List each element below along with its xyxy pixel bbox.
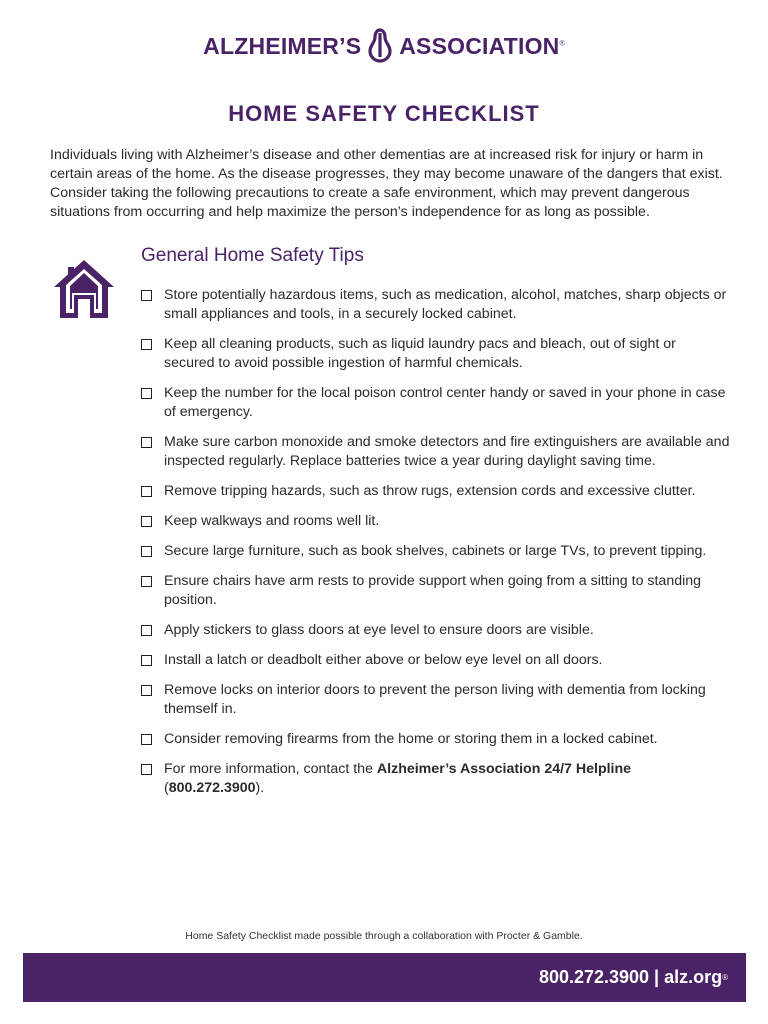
- checklist-item: [140, 335, 730, 373]
- helpline-number: 800.272.3900: [168, 780, 256, 796]
- checkbox-icon[interactable]: [141, 685, 152, 696]
- checklist-item-text: Remove locks on interior doors to prevent the person living with dementia from locking themself in.: [164, 682, 706, 717]
- footer-registered-mark: ®: [722, 973, 728, 982]
- checklist-item: [140, 384, 730, 422]
- helpline-paren-open: (: [164, 780, 169, 796]
- checkbox-icon[interactable]: [141, 625, 152, 636]
- checklist-item-text: Store potentially hazardous items, such as medication, alcohol, matches, sharp objects or small appliances and tools, in a securely locked cabinet.: [164, 287, 727, 322]
- footer-contact-bar: [23, 953, 746, 1002]
- page-title: HOME SAFETY CHECKLIST: [228, 101, 540, 126]
- checkbox-icon[interactable]: [141, 388, 152, 399]
- checklist-item: [140, 512, 730, 531]
- helpline-prefix: For more information, contact the: [164, 761, 377, 777]
- safety-checklist: [140, 286, 730, 809]
- checkbox-icon[interactable]: [141, 734, 152, 745]
- helpline-name: Alzheimer’s Association 24/7 Helpline: [376, 761, 632, 777]
- checklist-item: [140, 572, 730, 610]
- checkbox-icon[interactable]: [141, 486, 152, 497]
- brand-header: [0, 26, 768, 66]
- checklist-item-helpline: [140, 760, 730, 798]
- checklist-item: [140, 621, 730, 640]
- checklist-item: [140, 433, 730, 471]
- logo-mark-icon: [365, 27, 395, 65]
- checkbox-icon[interactable]: [141, 290, 152, 301]
- footer-note: Home Safety Checklist made possible through a collaboration with Procter & Gamble.: [185, 930, 583, 942]
- house-icon: [52, 257, 116, 326]
- checkbox-icon[interactable]: [141, 655, 152, 666]
- logo-registered-mark: ®: [559, 39, 565, 47]
- checklist-item: [140, 651, 730, 670]
- footer-contact[interactable]: 800.272.3900 | alz.org: [538, 967, 723, 987]
- checkbox-icon[interactable]: [141, 576, 152, 587]
- checklist-item-text: Secure large furniture, such as book shelves, cabinets or large TVs, to prevent tipping.: [164, 543, 707, 559]
- checklist-item: [140, 542, 730, 561]
- intro-paragraph: Individuals living with Alzheimer’s disease and other dementias are at increased risk for injury or harm in certain areas of the home. As the disease progresses, they may become unaware of the dangers that exist. Consider taking the following precautions to create a safe environment, which may prevent dangerous situations from occurring and help maximize the person’s independence for as long as possible.: [50, 147, 723, 220]
- checklist-item-text: Keep all cleaning products, such as liquid laundry pacs and bleach, out of sight or secured to avoid possible ingestion of harmful chemicals.: [164, 336, 676, 371]
- checkbox-icon[interactable]: [141, 764, 152, 775]
- checklist-item-text: Ensure chairs have arm rests to provide support when going from a sitting to standing position.: [164, 573, 702, 608]
- checkbox-icon[interactable]: [141, 516, 152, 527]
- checkbox-icon[interactable]: [141, 437, 152, 448]
- checklist-item-text: Install a latch or deadbolt either above or below eye level on all doors.: [164, 652, 603, 668]
- checklist-item-text: Consider removing firearms from the home or storing them in a locked cabinet.: [164, 731, 658, 747]
- checklist-item: [140, 730, 730, 749]
- logo-text-left: ALZHEIMER’S: [203, 32, 362, 59]
- checklist-item: [140, 286, 730, 324]
- checklist-item-text: Keep the number for the local poison control center handy or saved in your phone in case of emergency.: [164, 385, 726, 420]
- checklist-item-text: Make sure carbon monoxide and smoke detectors and fire extinguishers are available and inspected regularly. Replace batteries twice a year during daylight saving time.: [164, 434, 730, 469]
- checklist-item-text: Keep walkways and rooms well lit.: [164, 513, 380, 529]
- checkbox-icon[interactable]: [141, 339, 152, 350]
- checklist-item-text: Remove tripping hazards, such as throw rugs, extension cords and excessive clutter.: [164, 483, 696, 499]
- checkbox-icon[interactable]: [141, 546, 152, 557]
- checklist-item-text: Apply stickers to glass doors at eye level to ensure doors are visible.: [164, 622, 594, 638]
- section-heading: General Home Safety Tips: [141, 245, 364, 266]
- checklist-item: [140, 482, 730, 501]
- logo-text-right: ASSOCIATION®: [399, 32, 565, 59]
- helpline-suffix: ).: [255, 780, 265, 796]
- checklist-item: [140, 681, 730, 719]
